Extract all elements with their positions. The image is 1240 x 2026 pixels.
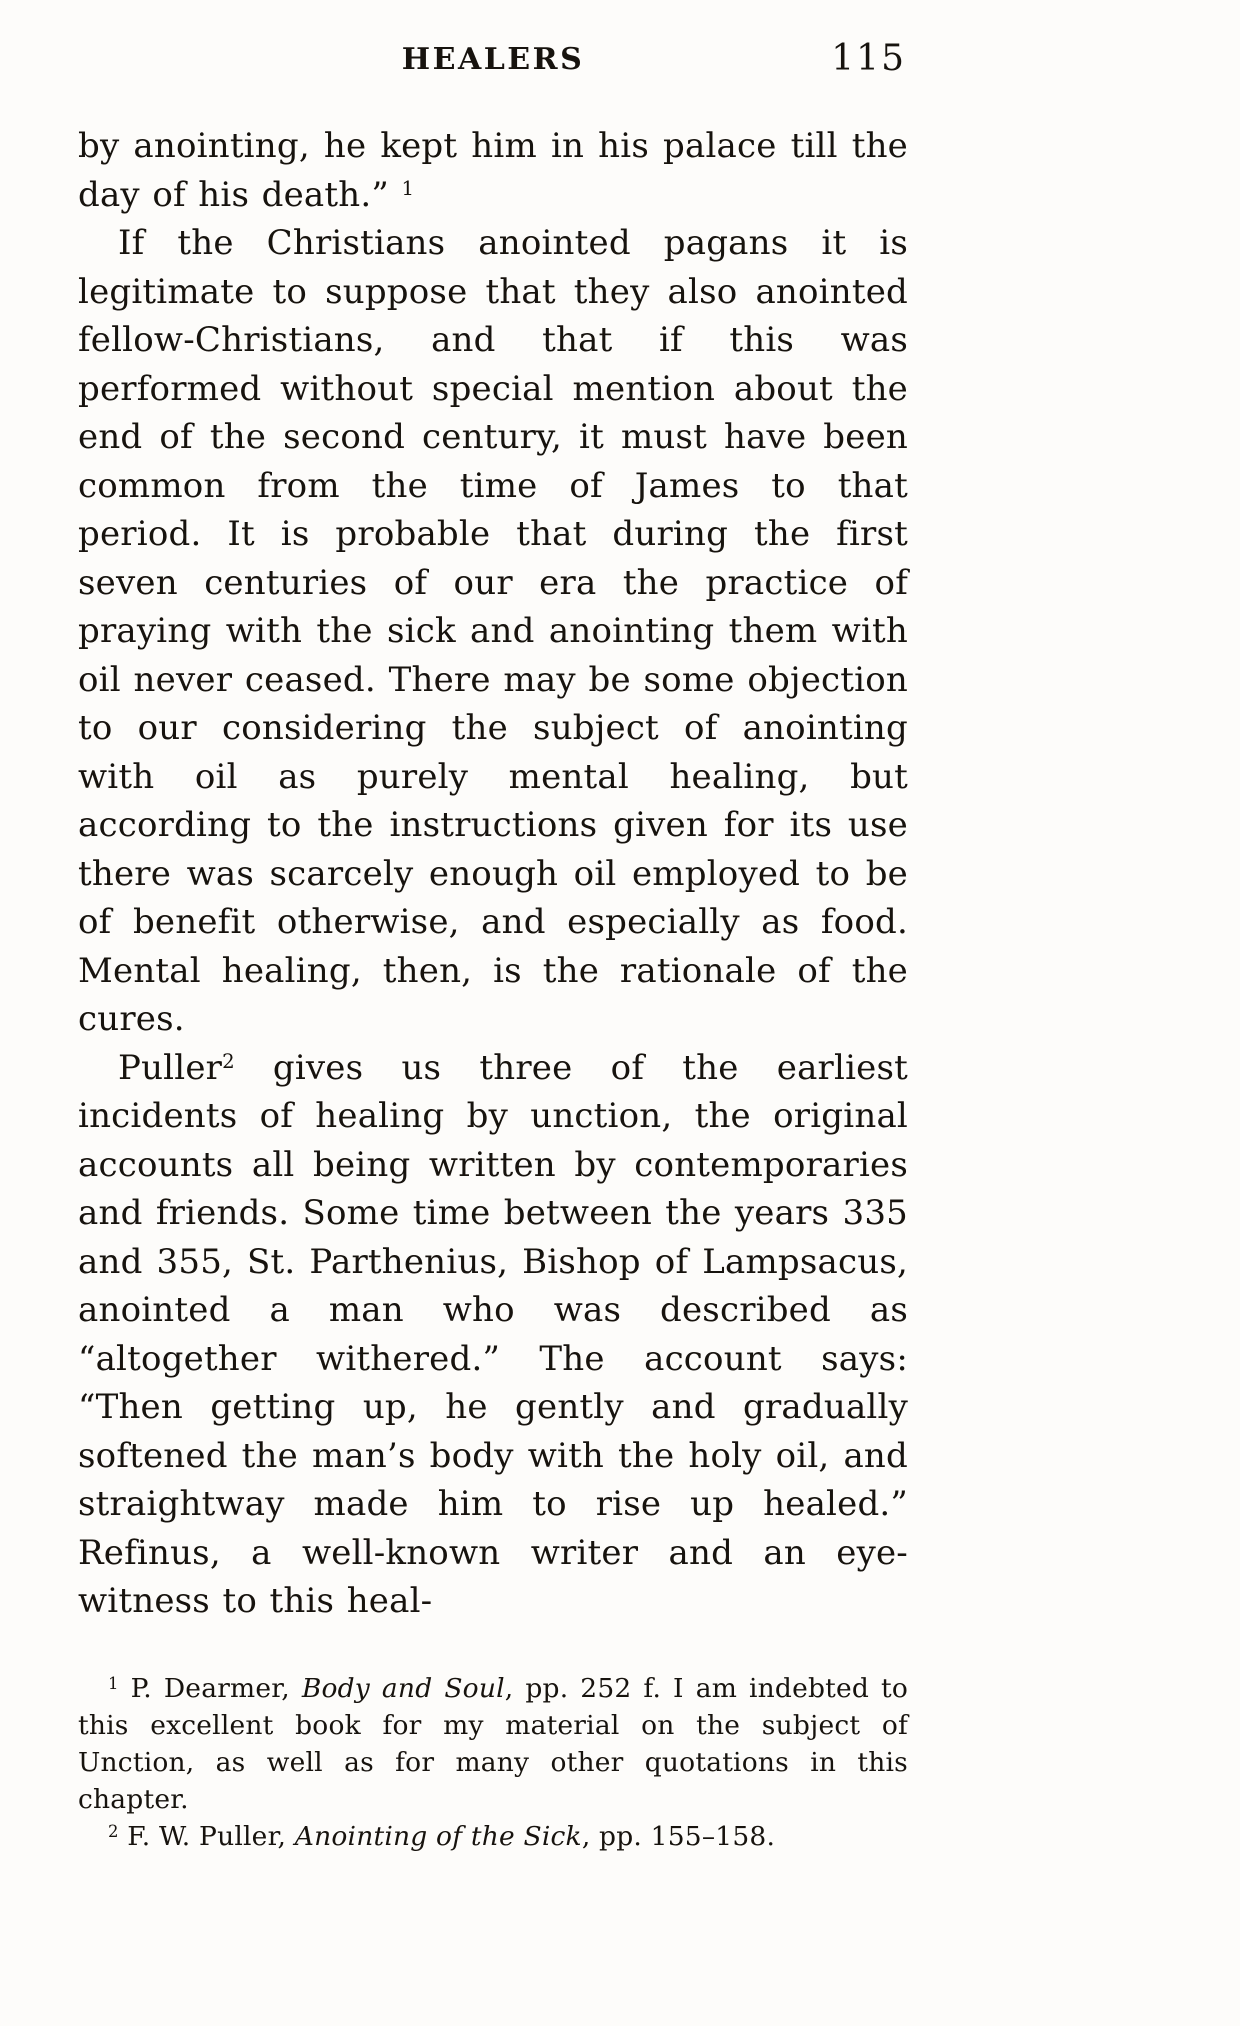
footnote-2-marker: 2 (108, 1821, 119, 1841)
footnote-1 (78, 1670, 908, 1818)
page-header (78, 38, 908, 84)
footnotes (78, 1670, 908, 1855)
footnote-1-text-before-title: P. Dearmer, (118, 1672, 302, 1704)
footnote-2-text-after-title: , pp. 155–158. (581, 1820, 776, 1852)
paragraph-continuation-text: by anointing, he kept him in his palace till the day of his death.” (78, 126, 908, 215)
body-text (78, 122, 908, 1626)
page-number: 115 (831, 38, 906, 79)
footnote-2 (78, 1818, 908, 1855)
paragraph-christians-anointed (78, 219, 908, 1044)
paragraph-puller-incidents-text: gives us three of the earliest incidents of healing by unction, the original accounts all being written by contemporaries and friends. Some time between the years 335 and 355, St. Parthenius, Bishop of Lampsacus, anointed a man who was described as “altogether withered.” The account says: “Then getting up, he gently and gradually softened the man’s body with the holy oil, and straightway made him to rise up healed.” Refinus, a well-known writer and an eye-witness to this heal- (78, 1047, 908, 1621)
footnote-1-marker: 1 (108, 1673, 119, 1693)
footnote-2-text-before-title: F. W. Puller, (118, 1820, 295, 1852)
footnote-1-text-after-title: , pp. 252 f. I am indebted to this excellent book for my material on the subject of Unction, as well as for many other quotations in this chapter. (78, 1672, 908, 1815)
footnote-ref-2: 2 (222, 1049, 235, 1073)
running-title: HEALERS (401, 42, 585, 77)
footnote-1-book-title: Body and Soul (301, 1672, 505, 1704)
footnote-2-book-title: Anointing of the Sick (294, 1820, 582, 1852)
page-content (78, 0, 908, 1855)
paragraph-continuation (78, 122, 908, 219)
paragraph-puller-incidents (78, 1044, 908, 1626)
paragraph-puller-lead: Puller (118, 1047, 223, 1088)
footnote-ref-1: 1 (401, 176, 415, 200)
paragraph-christians-anointed-text: If the Christians anointed pagans it is legitimate to suppose that they also anointed fellow-Christians, and that if this was performed without special mention about the end of the second century, it must have been common from the time of James to that period. It is probable that during the first seven centuries of our era the practice of praying with the sick and anointing them with oil never ceased. There may be some objection to our considering the subject of anointing with oil as purely mental healing, but according to the instructions given for its use there was scarcely enough oil employed to be of benefit otherwise, and especially as food. Mental healing, then, is the rationale of the cures. (78, 223, 908, 1039)
